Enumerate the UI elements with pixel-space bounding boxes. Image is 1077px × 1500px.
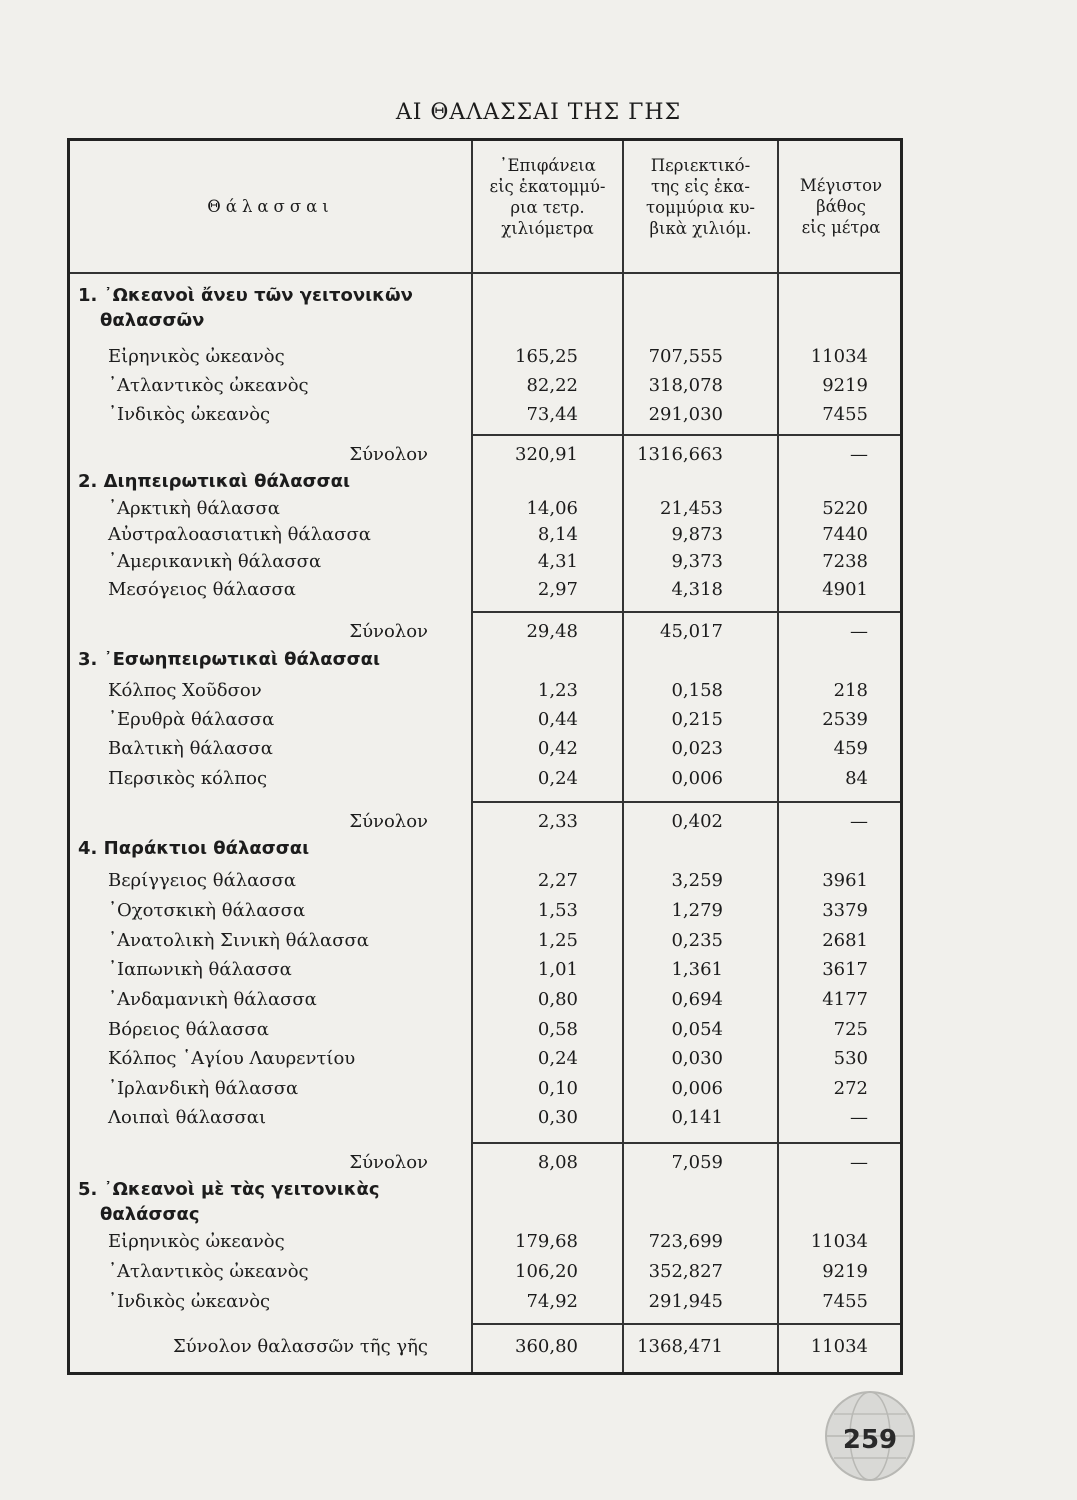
volume-value: 1,361 — [671, 959, 723, 980]
section-title — [70, 1204, 900, 1232]
table-row — [70, 579, 900, 607]
section-title — [70, 285, 900, 313]
header-line: εἰς μέτρα — [801, 218, 881, 237]
subtotal-label: Σύνολον — [349, 621, 428, 642]
table-row — [70, 1231, 900, 1259]
subtotal-label: Σύνολον — [349, 444, 428, 465]
table-row — [70, 959, 900, 987]
depth-value: 7238 — [822, 551, 868, 572]
depth-value: 9219 — [822, 1261, 868, 1282]
page-number: 259 — [842, 1425, 898, 1455]
depth-value: 7455 — [822, 404, 868, 425]
section-title — [70, 649, 900, 677]
sea-name: ᾿Ινδικὸς ὠκεανὸς — [108, 1291, 271, 1312]
area-value: 8,08 — [537, 1152, 578, 1173]
volume-value: 0,215 — [671, 709, 723, 730]
sea-name: ᾿Ιρλανδικὴ θάλασσα — [108, 1078, 299, 1099]
area-value: 1,23 — [537, 680, 578, 701]
sea-name: Αὐστραλοασιατικὴ θάλασσα — [108, 524, 371, 545]
section-heading: 2. Διηπειρωτικαὶ θάλασσαι — [78, 471, 351, 492]
volume-value: 9,873 — [671, 524, 723, 545]
volume-value: 352,827 — [648, 1261, 723, 1282]
grand-total-row — [70, 1336, 900, 1364]
header-line: της εἰς ἑκα- — [651, 177, 750, 196]
depth-value: 4177 — [822, 989, 868, 1010]
depth-value: 3617 — [822, 959, 868, 980]
depth-value: 218 — [833, 680, 868, 701]
area-value: 82,22 — [526, 375, 578, 396]
volume-value: 21,453 — [660, 498, 723, 519]
volume-value: 0,694 — [671, 989, 723, 1010]
sea-name: Βόρειος θάλασσα — [108, 1019, 269, 1040]
depth-value: 2681 — [822, 930, 868, 951]
table-row — [70, 1107, 900, 1135]
area-value: 106,20 — [515, 1261, 578, 1282]
total-divider — [471, 1323, 900, 1325]
area-value: 320,91 — [515, 444, 578, 465]
volume-value: 0,054 — [671, 1019, 723, 1040]
volume-value: 0,402 — [671, 811, 723, 832]
sea-name: ᾿Ιαπωνικὴ θάλασσα — [108, 959, 292, 980]
depth-value: 5220 — [822, 498, 868, 519]
header-seas: Θάλασσαι — [207, 197, 334, 216]
depth-value: — — [850, 1152, 868, 1173]
depth-value: 7455 — [822, 1291, 868, 1312]
depth-value: — — [850, 811, 868, 832]
depth-value: 2539 — [822, 709, 868, 730]
area-value: 1,25 — [537, 930, 578, 951]
table-row — [70, 900, 900, 928]
area-value: 74,92 — [526, 1291, 578, 1312]
sea-name: Κόλπος ῾Αγίου Λαυρεντίου — [108, 1048, 356, 1069]
area-value: 14,06 — [526, 498, 578, 519]
volume-value: 723,699 — [648, 1231, 723, 1252]
depth-value: 530 — [833, 1048, 868, 1069]
depth-value: 9219 — [822, 375, 868, 396]
sea-name: ᾿Αρκτικὴ θάλασσα — [108, 498, 280, 519]
table-row — [70, 346, 900, 374]
area-value: 0,44 — [537, 709, 578, 730]
area-value: 0,24 — [537, 768, 578, 789]
section-title — [70, 471, 900, 499]
depth-value: 3379 — [822, 900, 868, 921]
header-line: εἰς ἑκατομμύ- — [489, 177, 606, 196]
subtotal-row — [70, 621, 900, 649]
area-value: 0,30 — [537, 1107, 578, 1128]
grand-total-label: Σύνολον θαλασσῶν τῆς γῆς — [173, 1336, 428, 1357]
table-row — [70, 1291, 900, 1319]
subtotal-row — [70, 811, 900, 839]
depth-value: — — [850, 621, 868, 642]
sea-name: Βερίγγειος θάλασσα — [108, 870, 297, 891]
section-heading: 1. ᾿Ωκεανοὶ ἄνευ τῶν γειτονικῶν — [78, 285, 413, 306]
volume-value: 3,259 — [671, 870, 723, 891]
area-value: 0,24 — [537, 1048, 578, 1069]
section-heading: 4. Παράκτιοι θάλασσαι — [78, 838, 310, 859]
volume-value: 291,030 — [648, 404, 723, 425]
header-depth — [779, 175, 903, 238]
sea-name: Εἰρηνικὸς ὠκεανὸς — [108, 346, 285, 367]
header-divider — [70, 272, 900, 274]
total-divider — [471, 1142, 900, 1144]
sea-name: ᾿Οχοτσκικὴ θάλασσα — [108, 900, 306, 921]
area-value: 1,01 — [537, 959, 578, 980]
section-title — [70, 1179, 900, 1207]
sea-name: ᾿Ατλαντικὸς ὠκεανὸς — [108, 1261, 309, 1282]
table-row — [70, 1048, 900, 1076]
table-row — [70, 680, 900, 708]
table-row — [70, 1019, 900, 1047]
table-row — [70, 768, 900, 796]
volume-value: 1,279 — [671, 900, 723, 921]
area-value: 1,53 — [537, 900, 578, 921]
header-line: ᾿Επιφάνεια — [499, 156, 596, 175]
section-title — [70, 838, 900, 866]
sea-name: ᾿Ανατολικὴ Σινικὴ θάλασσα — [108, 930, 369, 951]
sea-name: Λοιπαὶ θάλασσαι — [108, 1107, 267, 1128]
area-value: 0,80 — [537, 989, 578, 1010]
header-line: Μέγιστον — [799, 176, 883, 195]
area-value: 0,10 — [537, 1078, 578, 1099]
area-value: 0,58 — [537, 1019, 578, 1040]
area-value: 0,42 — [537, 738, 578, 759]
subtotal-row — [70, 444, 900, 472]
header-line: βάθος — [816, 197, 866, 216]
area-value: 360,80 — [515, 1336, 578, 1357]
volume-value: 0,006 — [671, 768, 723, 789]
table-row — [70, 551, 900, 579]
header-area — [473, 155, 622, 239]
depth-value: 725 — [833, 1019, 868, 1040]
volume-value: 1368,471 — [637, 1336, 723, 1357]
sea-name: Μεσόγειος θάλασσα — [108, 579, 296, 600]
table-row — [70, 930, 900, 958]
sea-name: ᾿Ατλαντικὸς ὠκεανὸς — [108, 375, 309, 396]
depth-value: 84 — [845, 768, 868, 789]
table-row — [70, 738, 900, 766]
sea-name: ᾿Ινδικὸς ὠκεανὸς — [108, 404, 271, 425]
section-heading: 5. ᾿Ωκεανοὶ μὲ τὰς γειτονικὰς — [78, 1179, 380, 1200]
section-heading: θαλάσσας — [100, 1204, 200, 1225]
sea-name: Κόλπος Χοῦδσον — [108, 680, 262, 701]
volume-value: 1316,663 — [637, 444, 723, 465]
depth-value: 272 — [833, 1078, 868, 1099]
table-row — [70, 404, 900, 432]
total-divider — [471, 611, 900, 613]
sea-name: Εἰρηνικὸς ὠκεανὸς — [108, 1231, 285, 1252]
volume-value: 45,017 — [660, 621, 723, 642]
volume-value: 291,945 — [648, 1291, 723, 1312]
depth-value: 11034 — [810, 346, 868, 367]
sea-name: ᾿Ερυθρὰ θάλασσα — [108, 709, 275, 730]
volume-value: 0,158 — [671, 680, 723, 701]
header-line: τομμύρια κυ- — [645, 198, 755, 217]
section-title — [70, 310, 900, 338]
area-value: 2,33 — [537, 811, 578, 832]
subtotal-row — [70, 1152, 900, 1180]
section-heading: θαλασσῶν — [100, 310, 205, 331]
volume-value: 318,078 — [648, 375, 723, 396]
sea-name: Περσικὸς κόλπος — [108, 768, 268, 789]
table-row — [70, 1261, 900, 1289]
total-divider — [471, 801, 900, 803]
volume-value: 9,373 — [671, 551, 723, 572]
depth-value: 4901 — [822, 579, 868, 600]
subtotal-label: Σύνολον — [349, 811, 428, 832]
table-row — [70, 989, 900, 1017]
header-line: ρια τετρ. — [510, 198, 585, 217]
depth-value: — — [850, 1107, 868, 1128]
volume-value: 0,006 — [671, 1078, 723, 1099]
table-row — [70, 1078, 900, 1106]
header-line: Περιεκτικό- — [650, 156, 751, 175]
volume-value: 4,318 — [671, 579, 723, 600]
volume-value: 0,023 — [671, 738, 723, 759]
depth-value: 11034 — [810, 1336, 868, 1357]
depth-value: 11034 — [810, 1231, 868, 1252]
total-divider — [471, 434, 900, 436]
table-row — [70, 498, 900, 526]
volume-value: 0,141 — [671, 1107, 723, 1128]
area-value: 179,68 — [515, 1231, 578, 1252]
table-row — [70, 524, 900, 552]
volume-value: 7,059 — [671, 1152, 723, 1173]
area-value: 165,25 — [515, 346, 578, 367]
area-value: 8,14 — [537, 524, 578, 545]
table-row — [70, 709, 900, 737]
volume-value: 0,030 — [671, 1048, 723, 1069]
section-heading: 3. ᾿Εσωηπειρωτικαὶ θάλασσαι — [78, 649, 381, 670]
depth-value: — — [850, 444, 868, 465]
subtotal-label: Σύνολον — [349, 1152, 428, 1173]
volume-value: 0,235 — [671, 930, 723, 951]
area-value: 2,97 — [537, 579, 578, 600]
sea-name: ᾿Αμερικανικὴ θάλασσα — [108, 551, 322, 572]
sea-name: Βαλτικὴ θάλασσα — [108, 738, 273, 759]
area-value: 73,44 — [526, 404, 578, 425]
depth-value: 7440 — [822, 524, 868, 545]
table-row — [70, 375, 900, 403]
table-row — [70, 870, 900, 898]
seas-table — [67, 138, 903, 1375]
header-volume — [624, 155, 777, 239]
volume-value: 707,555 — [648, 346, 723, 367]
area-value: 29,48 — [526, 621, 578, 642]
area-value: 2,27 — [537, 870, 578, 891]
sea-name: ᾿Ανδαμανικὴ θάλασσα — [108, 989, 317, 1010]
depth-value: 459 — [833, 738, 868, 759]
area-value: 4,31 — [537, 551, 578, 572]
header-line: χιλιόμετρα — [501, 219, 594, 238]
header-line: βικὰ χιλιόμ. — [649, 219, 752, 238]
page-title: ΑΙ ΘΑΛΑΣΣΑΙ ΤΗΣ ΓΗΣ — [395, 100, 682, 125]
depth-value: 3961 — [822, 870, 868, 891]
